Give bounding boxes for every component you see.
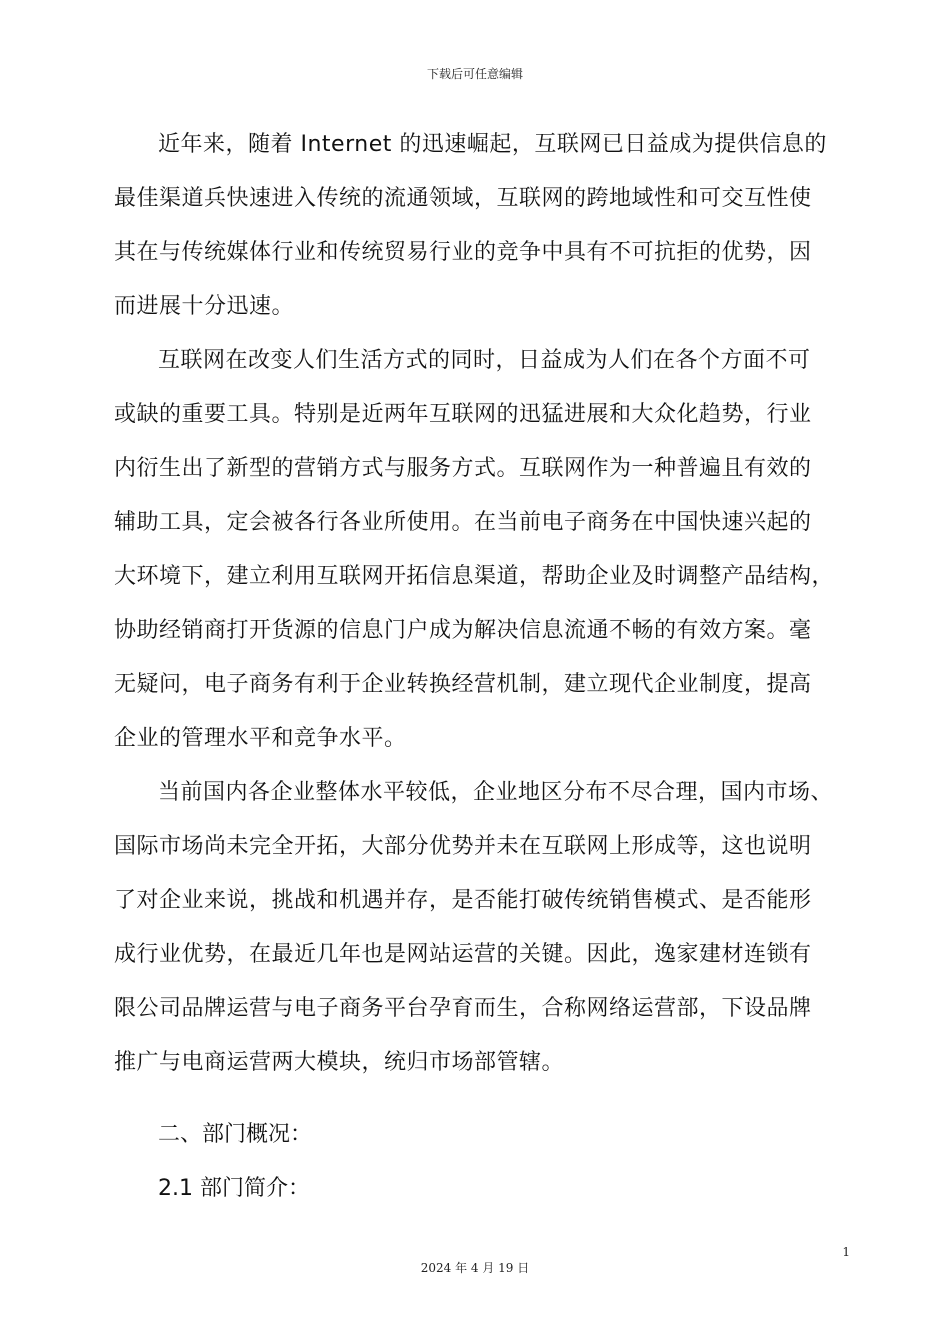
paragraph-line: 内衍生出了新型的营销方式与服务方式。互联网作为一种普遍且有效的 xyxy=(114,456,812,481)
footer-date: 2024 年 4 月 19 日 xyxy=(420,1261,530,1275)
paragraph-line: 大环境下，建立利用互联网开拓信息渠道，帮助企业及时调整产品结构， xyxy=(114,564,835,589)
paragraph-line: 限公司品牌运营与电子商务平台孕育而生，合称网络运营部，下设品牌 xyxy=(114,996,812,1021)
section-heading: 二、部门概况： xyxy=(158,1122,313,1147)
paragraph-line: 其在与传统媒体行业和传统贸易行业的竞争中具有不可抗拒的优势，因 xyxy=(114,240,812,265)
paragraph-line: 近年来，随着 Internet 的迅速崛起，互联网已日益成为提供信息的 xyxy=(158,132,827,157)
paragraph-1 xyxy=(114,118,834,334)
paragraph-line: 当前国内各企业整体水平较低，企业地区分布不尽合理，国内市场、 xyxy=(158,780,834,805)
paragraph-2 xyxy=(114,334,834,766)
paragraph-line: 互联网在改变人们生活方式的同时，日益成为人们在各个方面不可 xyxy=(158,348,811,373)
paragraph-line: 协助经销商打开货源的信息门户成为解决信息流通不畅的有效方案。毫 xyxy=(114,618,812,643)
paragraph-line: 或缺的重要工具。特别是近两年互联网的迅猛进展和大众化趋势，行业 xyxy=(114,402,812,427)
paragraph-line: 而进展十分迅速。 xyxy=(114,294,295,319)
page-number: 1 xyxy=(842,1245,850,1259)
paragraph-line: 无疑问，电子商务有利于企业转换经营机制，建立现代企业制度，提高 xyxy=(114,672,812,697)
paragraph-line: 国际市场尚未完全开拓，大部分优势并未在互联网上形成等，这也说明 xyxy=(114,834,812,859)
paragraph-line: 推广与电商运营两大模块，统归市场部管辖。 xyxy=(114,1050,565,1075)
paragraph-line: 辅助工具，定会被各行各业所使用。在当前电子商务在中国快速兴起的 xyxy=(114,510,812,535)
document-body xyxy=(114,118,834,1216)
subsection-heading: 2.1 部门简介： xyxy=(158,1176,310,1201)
paragraph-3 xyxy=(114,766,834,1090)
page-header: 下载后可任意编辑 xyxy=(426,67,523,81)
paragraph-line: 企业的管理水平和竞争水平。 xyxy=(114,726,407,751)
paragraph-line: 了对企业来说，挑战和机遇并存，是否能打破传统销售模式、是否能形 xyxy=(114,888,812,913)
section-spacer xyxy=(114,1090,834,1108)
paragraph-line: 最佳渠道兵快速进入传统的流通领域，互联网的跨地域性和可交互性使 xyxy=(114,186,812,211)
paragraph-line: 成行业优势，在最近几年也是网站运营的关键。因此，逸家建材连锁有 xyxy=(114,942,812,967)
